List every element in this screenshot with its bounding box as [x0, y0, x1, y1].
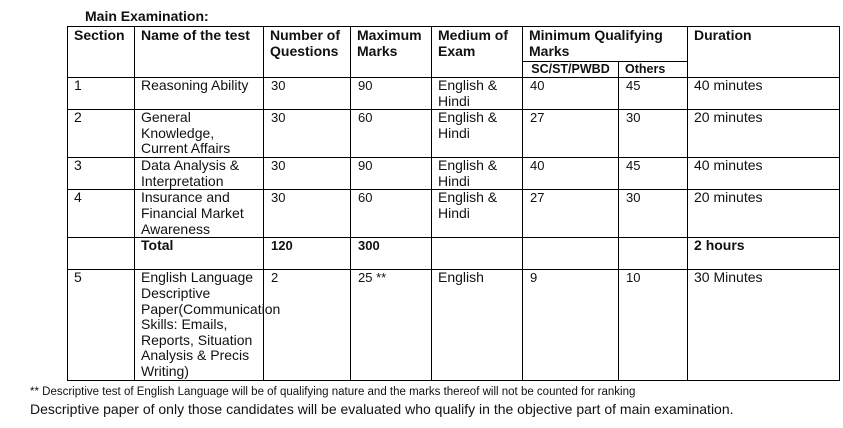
cell-questions: 30: [264, 110, 351, 158]
cell-duration: 30 Minutes: [688, 270, 840, 381]
header-max-marks: Maximum Marks: [351, 27, 432, 78]
cell-others: 10: [619, 270, 688, 381]
cell-duration: 40 minutes: [688, 158, 840, 190]
table-row: [68, 270, 840, 381]
cell-questions: 30: [264, 78, 351, 110]
cell-sc-st-pwbd: 40: [523, 158, 619, 190]
cell-total-label: Total: [135, 238, 264, 270]
cell-duration: 40 minutes: [688, 78, 840, 110]
header-min-qualifying: Minimum Qualifying Marks: [523, 27, 688, 62]
table-row: [68, 190, 840, 238]
cell-section: [68, 238, 135, 270]
cell-sc-st-pwbd: 27: [523, 190, 619, 238]
header-section: Section: [68, 27, 135, 78]
header-test-name: Name of the test: [135, 27, 264, 78]
cell-max-marks: 60: [351, 110, 432, 158]
cell-sc-st-pwbd: [523, 238, 619, 270]
cell-sc-st-pwbd: 40: [523, 78, 619, 110]
table-row: [68, 110, 840, 158]
table-total-row: [68, 238, 840, 270]
footnote: ** Descriptive test of English Language will be of qualifying nature and the marks thereof will not be counted for ranking: [30, 386, 636, 398]
header-duration: Duration: [688, 27, 840, 78]
cell-section: 2: [68, 110, 135, 158]
table-header-row: [68, 27, 840, 62]
header-questions: Number of Questions: [264, 27, 351, 78]
cell-total-duration: 2 hours: [688, 238, 840, 270]
cell-others: 45: [619, 78, 688, 110]
cell-questions: 2: [264, 270, 351, 381]
cell-max-marks: 90: [351, 158, 432, 190]
cell-medium: English & Hindi: [432, 110, 523, 158]
cell-max-marks: 25 **: [351, 270, 432, 381]
cell-others: 30: [619, 110, 688, 158]
cell-max-marks: 60: [351, 190, 432, 238]
cell-sc-st-pwbd: 27: [523, 110, 619, 158]
cell-duration: 20 minutes: [688, 110, 840, 158]
table-row: [68, 158, 840, 190]
cell-test-name: Reasoning Ability: [135, 78, 264, 110]
cell-medium: English & Hindi: [432, 158, 523, 190]
cell-questions: 30: [264, 158, 351, 190]
header-medium: Medium of Exam: [432, 27, 523, 78]
cell-section: 5: [68, 270, 135, 381]
cell-questions: 30: [264, 190, 351, 238]
cell-others: 30: [619, 190, 688, 238]
cell-duration: 20 minutes: [688, 190, 840, 238]
cell-medium: English & Hindi: [432, 190, 523, 238]
cell-others: 45: [619, 158, 688, 190]
exam-pattern-table: [67, 26, 840, 381]
cell-medium: English: [432, 270, 523, 381]
cell-medium: English & Hindi: [432, 78, 523, 110]
table-row: [68, 78, 840, 110]
cell-sc-st-pwbd: 9: [523, 270, 619, 381]
cell-total-marks: 300: [351, 238, 432, 270]
cell-others: [619, 238, 688, 270]
section-heading: Main Examination:: [85, 8, 209, 24]
cell-test-name: Data Analysis & Interpretation: [135, 158, 264, 190]
cell-max-marks: 90: [351, 78, 432, 110]
cell-medium: [432, 238, 523, 270]
cell-test-name: General Knowledge, Current Affairs: [135, 110, 264, 158]
cell-total-questions: 120: [264, 238, 351, 270]
header-others: Others: [619, 62, 688, 78]
evaluation-note: Descriptive paper of only those candidates will be evaluated who qualify in the objective part of main examination.: [30, 401, 734, 417]
cell-section: 1: [68, 78, 135, 110]
header-sc-st-pwbd: SC/ST/PWBD: [523, 62, 619, 78]
cell-section: 3: [68, 158, 135, 190]
cell-test-name: Insurance and Financial Market Awareness: [135, 190, 264, 238]
cell-test-name: English Language Descriptive Paper(Communication Skills: Emails, Reports, Situation Analysis & Precis Writing): [135, 270, 264, 381]
cell-section: 4: [68, 190, 135, 238]
